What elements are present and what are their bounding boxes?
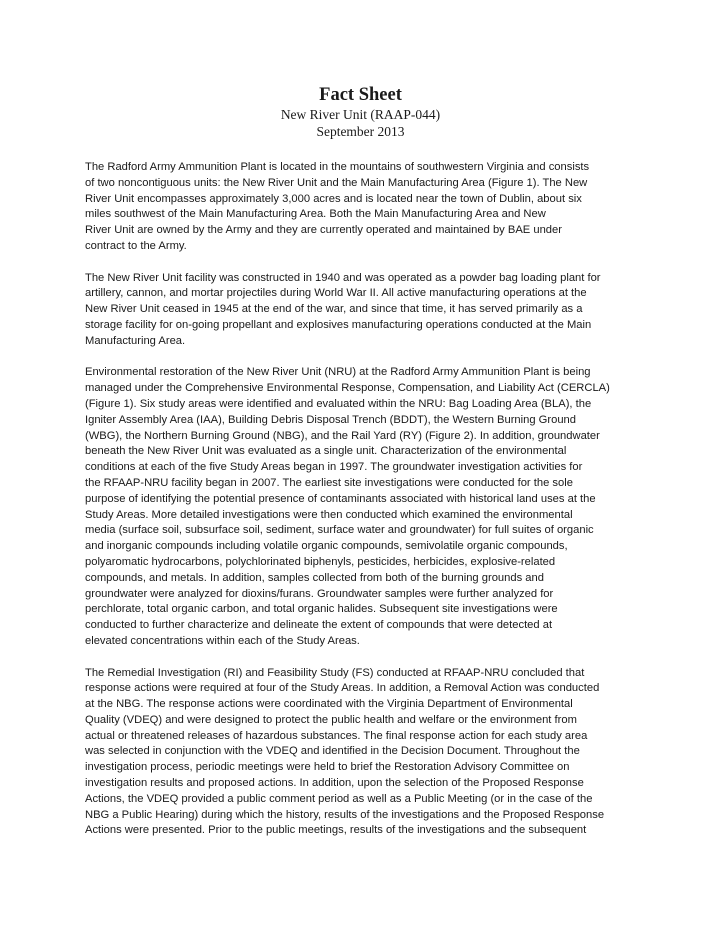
paragraph-line: purpose of identifying the potential presence of contaminants associated with historical land uses at the [85, 492, 596, 505]
paragraph-line: contract to the Army. [85, 239, 187, 252]
paragraph-line: Actions, the VDEQ provided a public comment period as well as a Public Meeting (or in the case of the [85, 792, 593, 805]
document-date: September 2013 [316, 124, 405, 139]
body-paragraph [85, 666, 636, 840]
document-unit: New River Unit (RAAP-044) [280, 107, 441, 122]
document-header [85, 84, 636, 140]
body-paragraph [85, 365, 636, 649]
paragraph-line: investigation results and proposed actions. In addition, upon the selection of the Proposed Response [85, 777, 584, 790]
paragraph-line: beneath the New River Unit was evaluated as a single unit. Characterization of the environmental [85, 445, 567, 458]
paragraph-line: (WBG), the Northern Burning Ground (NBG), and the Rail Yard (RY) (Figure 2). In addition, groundwater [85, 429, 600, 442]
paragraph-line: polyaromatic hydrocarbons, polychlorinated biphenyls, pesticides, herbicides, explosive-related [85, 555, 556, 568]
document-title: Fact Sheet [319, 85, 402, 105]
paragraph-line: River Unit are owned by the Army and they are currently operated and maintained by BAE under [85, 224, 562, 237]
paragraph-line: NBG a Public Hearing) during which the history, results of the investigations and the Proposed Response [85, 808, 605, 821]
paragraph-line: Study Areas. More detailed investigations were then conducted which examined the environmental [85, 508, 573, 521]
paragraph-line: storage facility for on-going propellant and explosives manufacturing operations conducted at the Main [85, 318, 592, 331]
paragraph-line: Actions were presented. Prior to the public meetings, results of the investigations and the subsequent [85, 824, 587, 837]
paragraph-line: the RFAAP-NRU facility began in 2007. The earliest site investigations were conducted for the sole [85, 476, 573, 489]
paragraph-line: managed under the Comprehensive Environmental Response, Compensation, and Liability Act (CERCLA) [85, 382, 610, 395]
body-paragraph [85, 160, 636, 255]
paragraph-line: The Remedial Investigation (RI) and Feasibility Study (FS) conducted at RFAAP-NRU concluded that [85, 666, 585, 679]
body-paragraph [85, 271, 636, 350]
paragraph-line: actual or threatened releases of hazardous substances. The final response action for each study area [85, 729, 588, 742]
paragraph-line: The New River Unit facility was constructed in 1940 and was operated as a powder bag loading plant for [85, 271, 601, 284]
paragraph-line: was selected in conjunction with the VDEQ and identified in the Decision Document. Throughout the [85, 745, 580, 758]
paragraph-line: River Unit encompasses approximately 3,000 acres and is located near the town of Dublin, about six [85, 192, 582, 205]
paragraph-line: compounds, and metals. In addition, samples collected from both of the burning grounds and [85, 571, 544, 584]
paragraph-line: Environmental restoration of the New River Unit (NRU) at the Radford Army Ammunition Plant is being [85, 366, 591, 379]
paragraph-line: of two noncontiguous units: the New River Unit and the Main Manufacturing Area (Figure 1). The New [85, 176, 588, 189]
paragraph-line: Manufacturing Area. [85, 334, 186, 347]
paragraph-line: media (surface soil, subsurface soil, sediment, surface water and groundwater) for full suites of organic [85, 524, 594, 537]
paragraph-line: conducted to further characterize and delineate the extent of compounds that were detected at [85, 619, 553, 632]
paragraph-line: and inorganic compounds including volatile organic compounds, semivolatile organic compounds, [85, 540, 568, 553]
paragraph-line: response actions were required at four of the Study Areas. In addition, a Removal Action was conducted [85, 682, 600, 695]
paragraph-line: elevated concentrations within each of the Study Areas. [85, 634, 360, 647]
paragraph-line: artillery, cannon, and mortar projectiles during World War II. All active manufacturing operations at the [85, 287, 587, 300]
paragraph-line: Igniter Assembly Area (IAA), Building Debris Disposal Trench (BDDT), the Western Burning Ground [85, 413, 577, 426]
paragraph-line: groundwater were analyzed for dioxins/furans. Groundwater samples were further analyzed for [85, 587, 554, 600]
paragraph-line: Quality (VDEQ) and were designed to protect the public health and welfare or the environment from [85, 713, 577, 726]
paragraph-line: miles southwest of the Main Manufacturing Area. Both the Main Manufacturing Area and New [85, 208, 546, 221]
paragraph-line: New River Unit ceased in 1945 at the end of the war, and since that time, it has served primarily as a [85, 303, 583, 316]
paragraph-line: conditions at each of the five Study Areas began in 1997. The groundwater investigation activities for [85, 461, 583, 474]
paragraph-line: at the NBG. The response actions were coordinated with the Virginia Department of Environmental [85, 698, 573, 711]
paragraph-line: The Radford Army Ammunition Plant is located in the mountains of southwestern Virginia and consists [85, 161, 590, 173]
paragraph-line: investigation process, periodic meetings were held to brief the Restoration Advisory Committee on [85, 761, 570, 774]
paragraph-line: perchlorate, total organic carbon, and total organic halides. Subsequent site investigations were [85, 603, 558, 616]
document-body [85, 160, 636, 839]
paragraph-line: (Figure 1). Six study areas were identified and evaluated within the NRU: Bag Loading Area (BLA), the [85, 397, 592, 410]
